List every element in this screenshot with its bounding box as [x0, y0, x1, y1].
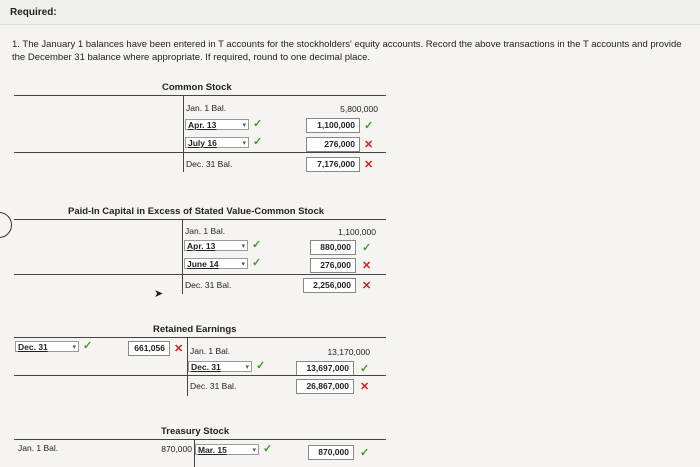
- re-dec31-label: Dec. 31 Bal.: [190, 381, 237, 391]
- common-stock-total-line: [14, 152, 386, 153]
- cross-icon: ✕: [360, 381, 370, 393]
- ts-jan1-value: 870,000: [161, 444, 192, 454]
- re-total-line: [14, 375, 386, 376]
- re-debit-date-select[interactable]: [15, 341, 79, 352]
- cs-entry1-value-input[interactable]: 1,100,000: [306, 118, 360, 133]
- common-stock-top-line: [14, 95, 386, 96]
- cs-dec31-label: Dec. 31 Bal.: [186, 159, 233, 169]
- check-icon: ✓: [252, 239, 262, 251]
- mouse-cursor-icon: ➤: [154, 288, 164, 300]
- cs-entry1-date: Apr. 13: [188, 120, 217, 130]
- cs-entry1-date-select[interactable]: [185, 119, 249, 130]
- common-stock-title: Common Stock: [162, 82, 232, 93]
- ts-top-line: [14, 439, 386, 440]
- ts-entry1-value-input[interactable]: 870,000: [308, 445, 354, 460]
- instructions-text: 1. The January 1 balances have been entered in T accounts for the stockholders' equity accounts. Record the above transactions in the T accounts and provide the December 31 balance where appropriate. If required, round to one decimal place.: [12, 39, 682, 63]
- cs-entry2-date-select[interactable]: [185, 137, 249, 148]
- check-icon: ✓: [263, 443, 273, 455]
- pic-entry1-date: Apr. 13: [187, 241, 216, 251]
- re-debit-value-input[interactable]: 661,056: [128, 341, 170, 356]
- re-entry1-value-input[interactable]: 13,697,000: [296, 361, 354, 376]
- cs-jan1-label: Jan. 1 Bal.: [186, 103, 227, 113]
- ts-jan1-label: Jan. 1 Bal.: [18, 443, 59, 453]
- pic-total-line: [14, 274, 386, 275]
- required-heading: Required:: [10, 7, 57, 18]
- chevron-down-icon: ▾: [241, 261, 245, 268]
- ts-entry1-date-select[interactable]: [195, 444, 259, 455]
- re-jan1-value: 13,170,000: [327, 347, 370, 357]
- pic-dec31-value-input[interactable]: 2,256,000: [303, 278, 356, 293]
- re-entry1-date: Dec. 31: [191, 362, 221, 372]
- check-icon: ✓: [253, 118, 263, 130]
- re-entry1-date-select[interactable]: [188, 361, 252, 372]
- pic-entry1-date-select[interactable]: [184, 240, 248, 251]
- pic-entry2-date-select[interactable]: [184, 258, 248, 269]
- cross-icon: ✕: [364, 159, 374, 171]
- re-debit-date: Dec. 31: [18, 342, 48, 352]
- header-strip: [0, 0, 700, 25]
- treasury-stock-title: Treasury Stock: [161, 426, 230, 437]
- chevron-down-icon: ▾: [245, 364, 249, 371]
- pic-divider: [182, 220, 183, 294]
- pic-entry2-value-input[interactable]: 276,000: [310, 258, 356, 273]
- check-icon: ✓: [256, 360, 266, 372]
- chevron-down-icon: ▾: [242, 140, 246, 147]
- chevron-down-icon: ▾: [242, 122, 246, 129]
- pic-jan1-value: 1,100,000: [338, 227, 376, 237]
- chevron-down-icon: ▾: [72, 344, 76, 351]
- pic-jan1-label: Jan. 1 Bal.: [185, 226, 226, 236]
- cs-dec31-value-input[interactable]: 7,176,000: [306, 157, 360, 172]
- pic-entry2-date: June 14: [187, 259, 219, 269]
- common-stock-divider: [183, 96, 184, 172]
- re-top-line: [14, 337, 386, 338]
- left-edge-circle: [0, 212, 12, 238]
- check-icon: ✓: [362, 242, 372, 254]
- cs-entry2-date: July 16: [188, 138, 217, 148]
- pic-dec31-label: Dec. 31 Bal.: [185, 280, 232, 290]
- ts-entry1-date: Mar. 15: [198, 445, 227, 455]
- check-icon: ✓: [83, 340, 93, 352]
- cross-icon: ✕: [174, 343, 184, 355]
- check-icon: ✓: [253, 136, 263, 148]
- check-icon: ✓: [360, 447, 370, 459]
- cs-entry2-value-input[interactable]: 276,000: [306, 137, 360, 152]
- pic-top-line: [14, 219, 386, 220]
- retained-earnings-title: Retained Earnings: [153, 324, 237, 335]
- chevron-down-icon: ▾: [252, 447, 256, 454]
- cross-icon: ✕: [362, 280, 372, 292]
- check-icon: ✓: [252, 257, 262, 269]
- chevron-down-icon: ▾: [241, 243, 245, 250]
- check-icon: ✓: [364, 120, 374, 132]
- re-jan1-label: Jan. 1 Bal.: [190, 346, 231, 356]
- paid-in-capital-title: Paid-In Capital in Excess of Stated Value-Common Stock: [68, 206, 325, 217]
- cs-jan1-value: 5,800,000: [340, 104, 378, 114]
- re-dec31-value-input[interactable]: 26,867,000: [296, 379, 354, 394]
- cross-icon: ✕: [362, 260, 372, 272]
- check-icon: ✓: [360, 363, 370, 375]
- pic-entry1-value-input[interactable]: 880,000: [310, 240, 356, 255]
- cross-icon: ✕: [364, 139, 374, 151]
